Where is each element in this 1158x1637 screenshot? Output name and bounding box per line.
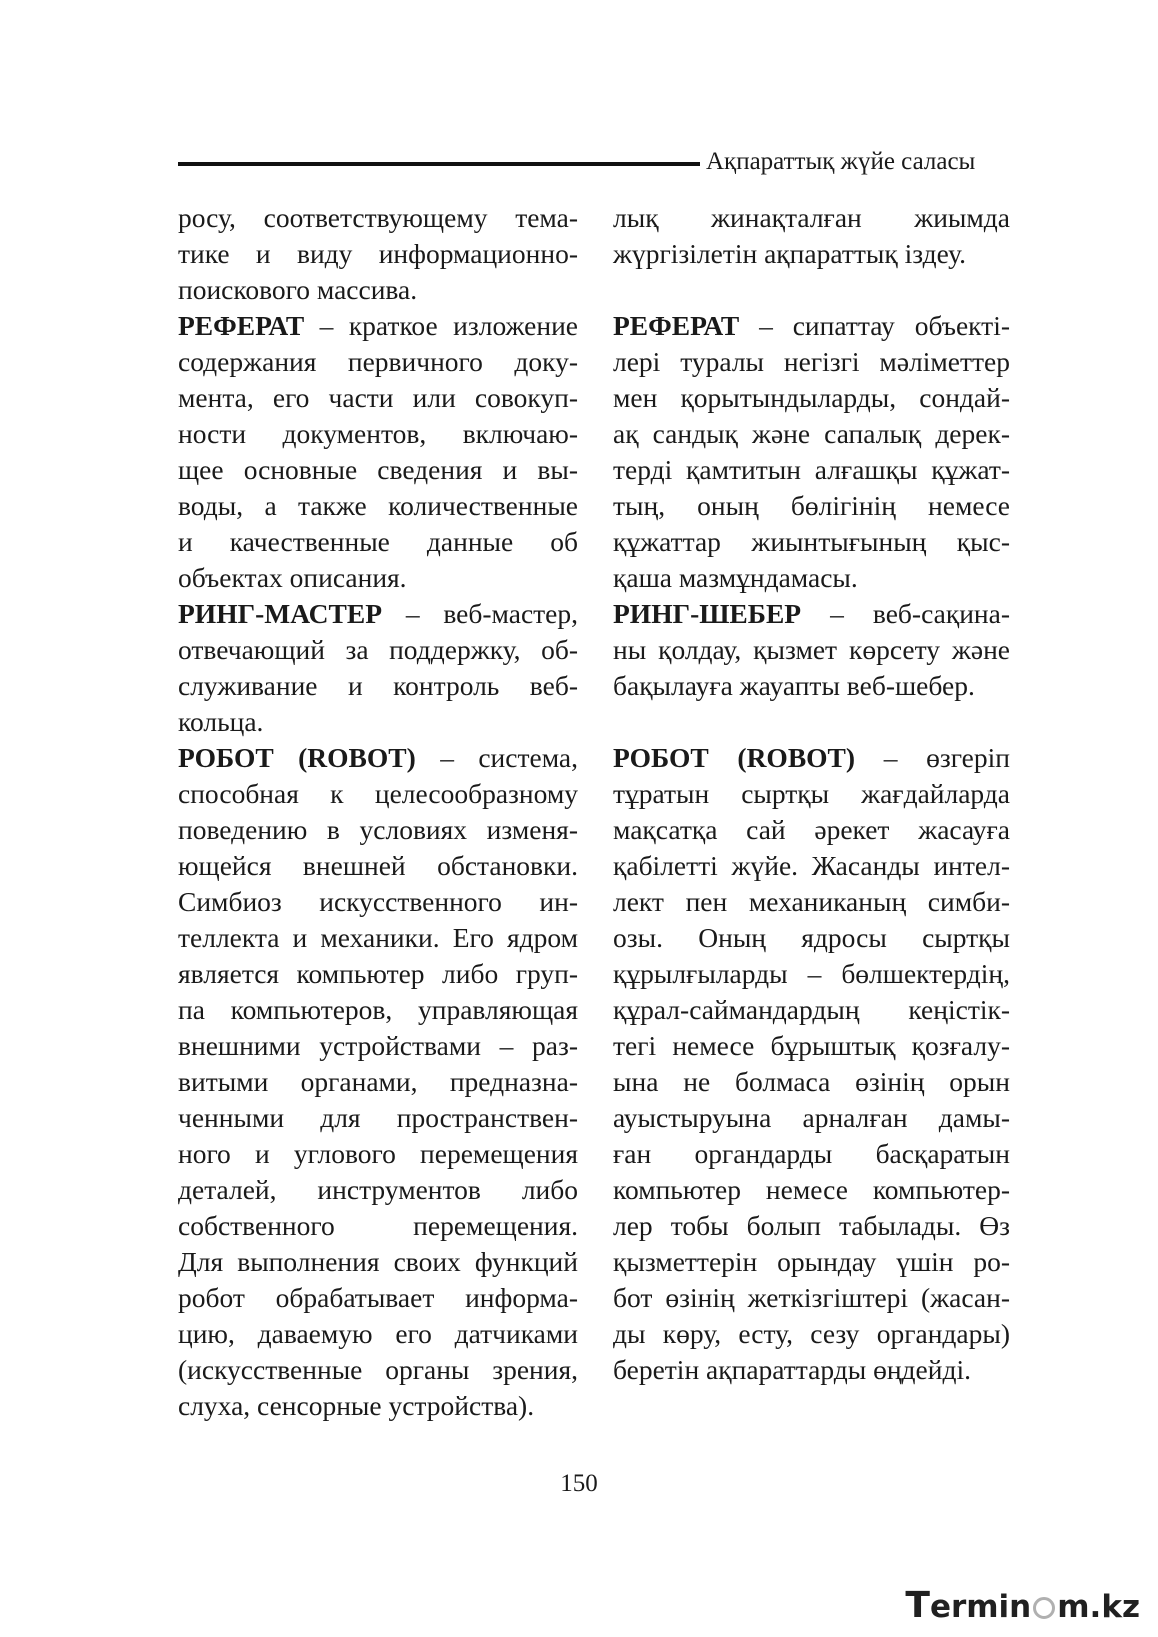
text-line: жүргізілетін ақпараттық іздеу. xyxy=(613,238,966,269)
text-line: собственного перемещения. xyxy=(178,1210,578,1241)
text-line: тике и виду информационно- xyxy=(178,238,578,269)
right-column xyxy=(613,200,1010,1388)
text-line: қаша мазмұндамасы. xyxy=(613,562,858,593)
text-line: витыми органами, предназна- xyxy=(178,1066,578,1097)
text-line: Симбиоз искусственного ин- xyxy=(178,886,578,917)
text-line: ды көру, есту, сезу органдары) xyxy=(613,1318,1010,1349)
text-line: мақсатқа сай әрекет жасауға xyxy=(613,814,1010,845)
text-line: поведению в условиях изменя- xyxy=(178,814,578,845)
entry-definition-start: – веб-сақина- xyxy=(801,598,1010,629)
text-line: ған органдарды басқаратын xyxy=(613,1138,1010,1169)
text-line: слуха, сенсорные устройства). xyxy=(178,1390,535,1421)
entry-definition-start: – краткое изложение xyxy=(304,310,578,341)
text-line: ақ сандық және сапалық дерек- xyxy=(613,418,1010,449)
text-line: и качественные данные об xyxy=(178,526,578,557)
text-line xyxy=(613,308,1010,344)
text-line: теллекта и механики. Его ядром xyxy=(178,922,578,953)
spacer xyxy=(613,272,1010,308)
text-line: лық жинақталған жиымда xyxy=(613,202,1010,233)
text-line: бақылауға жауапты веб-шебер. xyxy=(613,670,975,701)
text-line xyxy=(178,596,578,632)
text-line: құрылғыларды – бөлшектердің, xyxy=(613,958,1010,989)
text-line: озы. Оның ядросы сыртқы xyxy=(613,922,1010,953)
text-line: является компьютер либо груп- xyxy=(178,958,578,989)
text-line xyxy=(178,308,578,344)
text-line: робот обрабатывает информа- xyxy=(178,1282,578,1313)
glossary-entry-ring-master xyxy=(178,596,578,740)
text-line xyxy=(178,740,578,776)
running-title: Ақпараттық жүйе саласы xyxy=(706,148,976,175)
spacer xyxy=(613,704,1010,740)
entry-term: РИНГ-МАСТЕР xyxy=(178,598,383,629)
watermark-logo: Termin m.kz xyxy=(905,1585,1140,1626)
entry-term: РОБОТ (ROBOT) xyxy=(178,742,416,773)
text-line: құрал-саймандардың кеңістік- xyxy=(613,994,1010,1025)
text-line: лер тобы болып табылады. Өз xyxy=(613,1210,1010,1241)
glossary-entry-referat xyxy=(178,308,578,596)
entry-definition-start: – өзгеріп xyxy=(855,742,1010,773)
glossary-entry-ring-sheber xyxy=(613,596,1010,704)
text-line: ына не болмаса өзінің орын xyxy=(613,1066,1010,1097)
text-line: ауыстыруына арналған дамы- xyxy=(613,1102,1010,1133)
text-line: (искусственные органы зрения, xyxy=(178,1354,578,1385)
text-line: компьютер немесе компьютер- xyxy=(613,1174,1010,1205)
text-line: отвечающий за поддержку, об- xyxy=(178,634,578,665)
text-line: тұратын сыртқы жағдайларда xyxy=(613,778,1010,809)
text-line: деталей, инструментов либо xyxy=(178,1174,578,1205)
header-rule xyxy=(178,162,700,166)
text-line: щее основные сведения и вы- xyxy=(178,454,578,485)
text-line: росу, соответствующему тема- xyxy=(178,202,578,233)
entry-definition-start: – сипаттау объектi- xyxy=(739,310,1010,341)
text-line: тегі немесе бұрыштық қозғалу- xyxy=(613,1030,1010,1061)
continuation-text xyxy=(613,200,1010,272)
page-number: 150 xyxy=(560,1470,598,1497)
text-line: поискового массива. xyxy=(178,274,418,305)
text-line: мента, его части или совокуп- xyxy=(178,382,578,413)
entry-term: РОБОТ (ROBOT) xyxy=(613,742,856,773)
entry-definition-start: – система, xyxy=(415,742,578,773)
text-line: ного и углового перемещения xyxy=(178,1138,578,1169)
text-line: кольца. xyxy=(178,706,264,737)
glossary-entry-robot xyxy=(178,740,578,1424)
glossary-entry-robot-kz xyxy=(613,740,1010,1388)
text-line: Для выполнения своих функций xyxy=(178,1246,578,1277)
entry-definition-start: – веб-мастер, xyxy=(382,598,578,629)
glossary-entry-referat-kz xyxy=(613,308,1010,596)
text-line: мен қорытындыларды, сондай- xyxy=(613,382,1010,413)
logo-ring-icon xyxy=(1033,1597,1055,1619)
text-line: лерi туралы негізгі мәліметтер xyxy=(613,346,1010,377)
text-line: па компьютеров, управляющая xyxy=(178,994,578,1025)
text-line: тың, оның бөлігінің немесе xyxy=(613,490,1010,521)
entry-term: РЕФЕРАТ xyxy=(613,310,740,341)
text-line xyxy=(613,596,1010,632)
entry-term: РИНГ-ШЕБЕР xyxy=(613,598,802,629)
text-line: способная к целесообразному xyxy=(178,778,578,809)
text-line: қабілетті жүйе. Жасанды интел- xyxy=(613,850,1010,881)
continuation-text xyxy=(178,200,578,308)
text-line: бот өзінің жеткізгіштері (жасан- xyxy=(613,1282,1010,1313)
text-line: служивание и контроль веб- xyxy=(178,670,578,701)
left-column xyxy=(178,200,578,1424)
text-line: ности документов, включаю- xyxy=(178,418,578,449)
text-line: беретін ақпараттарды өңдейді. xyxy=(613,1354,971,1385)
text-line: цию, даваемую его датчиками xyxy=(178,1318,578,1349)
text-line: қызметтерін орындау үшін ро- xyxy=(613,1246,1010,1277)
text-line: содержания первичного доку- xyxy=(178,346,578,377)
text-line: ченными для пространствен- xyxy=(178,1102,578,1133)
text-line: объектах описания. xyxy=(178,562,407,593)
text-line: терді қамтитын алғашқы құжат- xyxy=(613,454,1010,485)
entry-term: РЕФЕРАТ xyxy=(178,310,305,341)
text-line: воды, а также количественные xyxy=(178,490,578,521)
text-line: внешними устройствами – раз- xyxy=(178,1030,578,1061)
text-line: ющейся внешней обстановки. xyxy=(178,850,578,881)
text-line: лект пен механиканың симби- xyxy=(613,886,1010,917)
text-line: құжаттар жиынтығының қыс- xyxy=(613,526,1010,557)
text-line xyxy=(613,740,1010,776)
text-line: ны қолдау, қызмет көрсету және xyxy=(613,634,1010,665)
